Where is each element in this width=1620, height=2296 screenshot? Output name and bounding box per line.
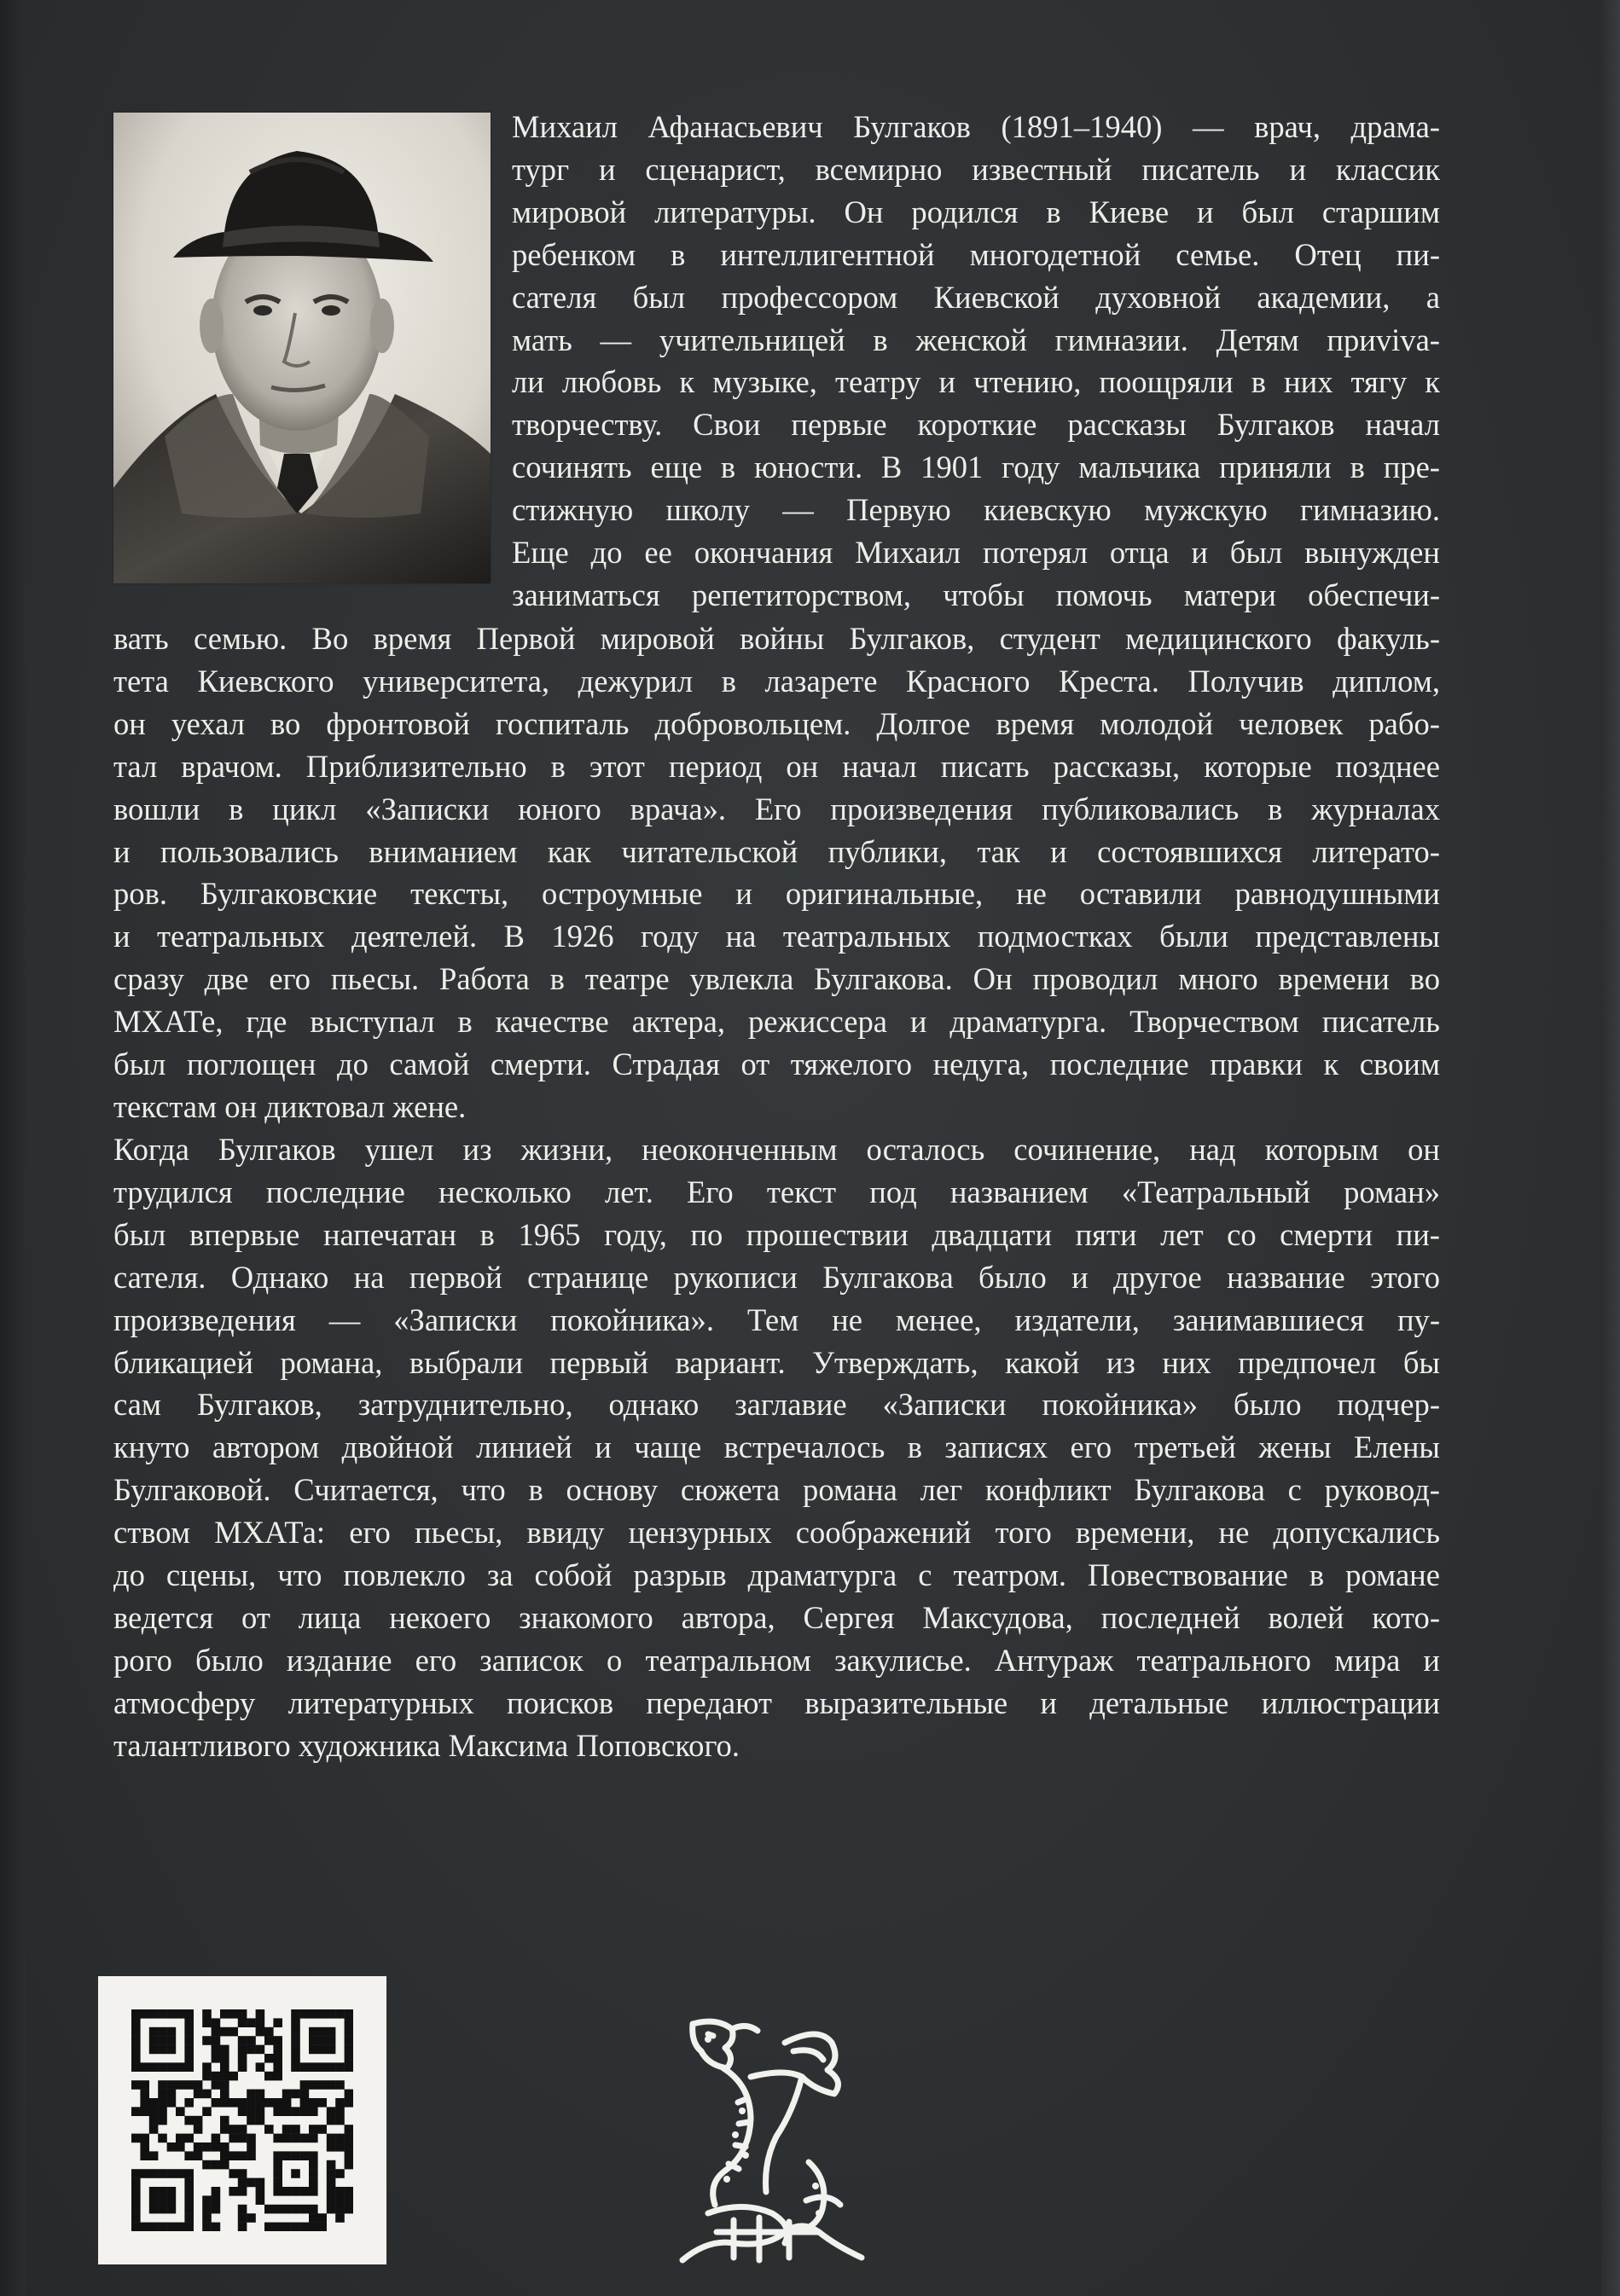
- bio-line: ребенком в интеллигентной многодетной семье. Отец пи-: [512, 236, 1440, 272]
- bio-line: мать — учительницей в женской гимназии. Детям приviva-: [512, 322, 1440, 357]
- bio-line: тал врачом. Приблизительно в этот период он начал писать рассказы, которые позднее: [113, 748, 1440, 784]
- bio-line: ведется от лица некоего знакомого автора, Сергея Максудова, последней волей кото-: [113, 1599, 1440, 1635]
- biography-paragraph-1-full-width: [113, 617, 1440, 1128]
- bio-line: ров. Булгаковские тексты, остроумные и оригинальные, не оставили равнодушными: [113, 876, 1440, 912]
- bio-line: произведения — «Записки покойника». Тем не менее, издатели, занимавшиеся пу-: [113, 1302, 1440, 1337]
- publisher-dragon-logo-icon: [657, 2009, 879, 2273]
- bio-line: Михаил Афанасьевич Булгаков (1891–1940) — врач, драма-: [512, 109, 1440, 144]
- bio-line: до сцены, что повлекло за собой разрыв драматурга с театром. Повествование в романе: [113, 1557, 1440, 1593]
- bio-line: был впервые напечатан в 1965 году, по прошествии двадцати пяти лет со смерти пи-: [113, 1216, 1440, 1252]
- bio-line: кнуто автором двойной линией и чаще встречалось в записях его третьей жены Елены: [113, 1429, 1440, 1465]
- biography-paragraph-1-beside-portrait: [512, 106, 1440, 617]
- qr-code-icon: [131, 2009, 353, 2231]
- qr-code[interactable]: [98, 1976, 386, 2264]
- author-portrait-image: [113, 113, 491, 583]
- bio-line: стижную школу — Первую киевскую мужскую гимназию.: [512, 492, 1440, 528]
- bio-line: был поглощен до самой смерти. Страдая от тяжелого недуга, последние правки к своим: [113, 1047, 1440, 1082]
- bio-line: текстам он диктовал жене.: [113, 1088, 467, 1124]
- bio-line: бликацией романа, выбрали первый вариант. Утверждать, какой из них предпочел бы: [113, 1344, 1440, 1380]
- bio-line: сателя. Однако на первой странице рукописи Булгакова было и другое название этого: [113, 1259, 1440, 1295]
- bio-line: он уехал во фронтовой госпиталь добровольцем. Долгое время молодой человек рабо-: [113, 705, 1440, 741]
- bio-line: заниматься репетиторством, чтобы помочь матери обеспечи-: [512, 577, 1440, 612]
- bio-line: творчеству. Свои первые короткие рассказы Булгаков начал: [512, 407, 1440, 443]
- publisher-logo: [657, 2009, 879, 2273]
- bio-line: Еще до ее окончания Михаил потерял отца и был вынужден: [512, 535, 1440, 571]
- bio-line: и театральных деятелей. В 1926 году на театральных подмостках были представлены: [113, 919, 1440, 954]
- bio-line: тург и сценарист, всемирно известный писатель и классик: [512, 151, 1440, 187]
- bio-line: рого было издание его записок о театральном закулисье. Антураж театрального мира и: [113, 1642, 1440, 1678]
- bio-line: сочинять еще в юности. В 1901 году мальчика приняли в пре-: [512, 449, 1440, 485]
- bio-line: сателя был профессором Киевской духовной академии, а: [512, 279, 1440, 315]
- bio-line: талантливого художника Максима Поповского.: [113, 1727, 740, 1763]
- bio-line: МХАТе, где выступал в качестве актера, режиссера и драматурга. Творчеством писатель: [113, 1004, 1440, 1040]
- cover-right-edge: [1601, 0, 1620, 2296]
- bio-line: атмосферу литературных поисков передают выразительные и детальные иллюстрации: [113, 1684, 1440, 1720]
- bio-line: Булгаковой. Считается, что в основу сюжета романа лег конфликт Булгакова с руковод-: [113, 1472, 1440, 1508]
- bio-line: ли любовь к музыке, театру и чтению, поощряли в них тягу к: [512, 364, 1440, 400]
- bio-line: сам Булгаков, затруднительно, однако заглавие «Записки покойника» было подчер-: [113, 1387, 1440, 1423]
- bio-line: ством МХАТа: его пьесы, ввиду цензурных соображений того времени, не допускались: [113, 1515, 1440, 1551]
- bio-line: сразу две его пьесы. Работа в театре увлекла Булгакова. Он проводил много времени во: [113, 961, 1440, 997]
- bio-line: вошли в цикл «Записки юного врача». Его произведения публиковались в журналах: [113, 791, 1440, 826]
- bio-line: и пользовались вниманием как читательской публики, так и состоявшихся литерато-: [113, 833, 1440, 869]
- cover-left-edge: [0, 0, 26, 2296]
- bio-line: мировой литературы. Он родился в Киеве и был старшим: [512, 194, 1440, 229]
- bio-line: вать семью. Во время Первой мировой войны Булгаков, студент медицинского факуль-: [113, 621, 1440, 656]
- bio-line: трудился последние несколько лет. Его текст под названием «Театральный роман»: [113, 1174, 1440, 1209]
- author-portrait: [113, 113, 491, 583]
- bio-line: Когда Булгаков ушел из жизни, неоконченным осталось сочинение, над которым он: [113, 1132, 1440, 1167]
- bio-line: тета Киевского университета, дежурил в лазарете Красного Креста. Получив диплом,: [113, 663, 1440, 699]
- biography-paragraph-2: [113, 1128, 1440, 1767]
